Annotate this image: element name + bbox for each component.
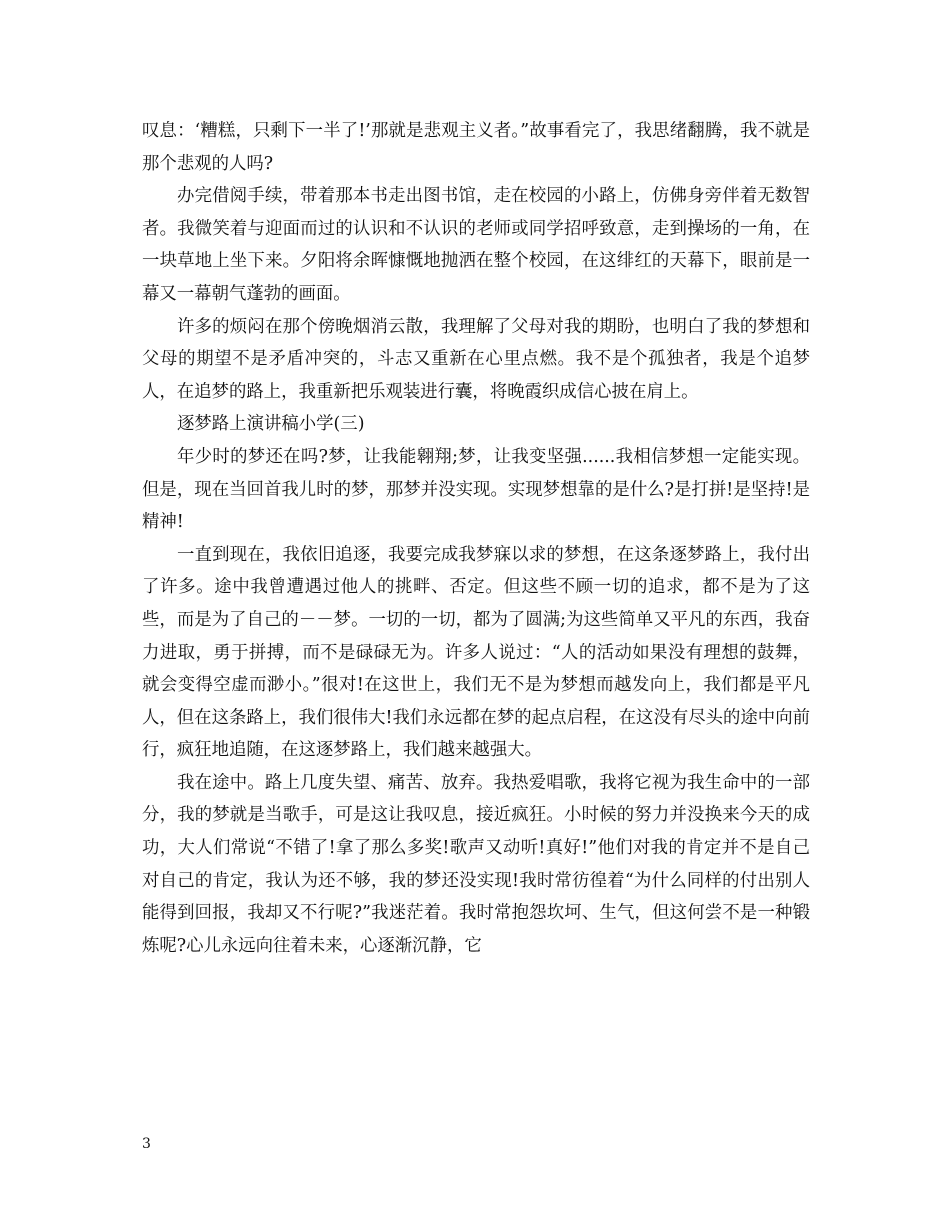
paragraph-continuation: 叹息：‘糟糕，只剩下一半了!’那就是悲观主义者。”故事看完了，我思绪翻腾，我不就是那个悲观的人吗? bbox=[142, 121, 810, 174]
paragraph-dream-believer: 许多的烦闷在那个傍晚烟消云散，我理解了父母对我的期盼，也明白了我的梦想和父母的期望不是矛盾冲突的，斗志又重新在心里点燃。我不是个孤独者，我是个追梦人，在追梦的路上，我重新把乐观装进行囊，将晚霞织成信心披在肩上。 bbox=[142, 316, 810, 402]
paragraph-singing: 我在途中。路上几度失望、痛苦、放弃。我热爱唱歌，我将它视为我生命中的一部分，我的梦就是当歌手，可是这让我叹息，接近疯狂。小时候的努力并没换来今天的成功，大人们常说“不错了!拿了那么多奖!歌声又动听!真好!”他们对我的肯定并不是自己对自己的肯定，我认为还不够，我的梦还没实现!我时常彷徨着“为什么同样的付出别人能得到回报，我却又不行呢?”我迷茫着。我时常抱怨坎坷、生气，但这何尝不是一种锻炼呢?心儿永远向往着未来，心逐渐沉静，它 bbox=[142, 772, 810, 956]
paragraph-pursuit: 一直到现在，我依旧追逐，我要完成我梦寐以求的梦想，在这条逐梦路上，我付出了许多。途中我曾遭遇过他人的挑畔、否定。但这些不顾一切的追求，都不是为了这些，而是为了自己的－－梦。一切的一切，都为了圆满;为这些简单又平凡的东西，我奋力进取，勇于拼搏，而不是碌碌无为。许多人说过：“人的活动如果没有理想的鼓舞，就会变得空虚而渺小。”很对!在这世上，我们无不是为梦想而越发向上，我们都是平凡人，但在这条路上，我们很伟大!我们永远都在梦的起点启程，在这没有尽头的途中向前行，疯狂地追随，在这逐梦路上，我们越来越强大。 bbox=[142, 544, 810, 761]
section-heading: 逐梦路上演讲稿小学(三) bbox=[177, 414, 365, 435]
page-number: 3 bbox=[142, 1136, 151, 1152]
body-text bbox=[142, 115, 810, 962]
paragraph-library: 办完借阅手续，带着那本书走出图书馆，走在校园的小路上，仿佛身旁伴着无数智者。我微笑着与迎面而过的认识和不认识的老师或同学招呼致意，走到操场的一角，在一块草地上坐下来。夕阳将余晖慷慨地抛洒在整个校园，在这绯红的天幕下，眼前是一幕又一幕朝气蓬勃的画面。 bbox=[142, 186, 810, 304]
paragraph-childhood-dream: 年少时的梦还在吗?梦，让我能翱翔;梦，让我变坚强......我相信梦想一定能实现。但是，现在当回首我儿时的梦，那梦并没实现。实现梦想靠的是什么?是打拼!是坚持!是精神! bbox=[142, 446, 810, 533]
